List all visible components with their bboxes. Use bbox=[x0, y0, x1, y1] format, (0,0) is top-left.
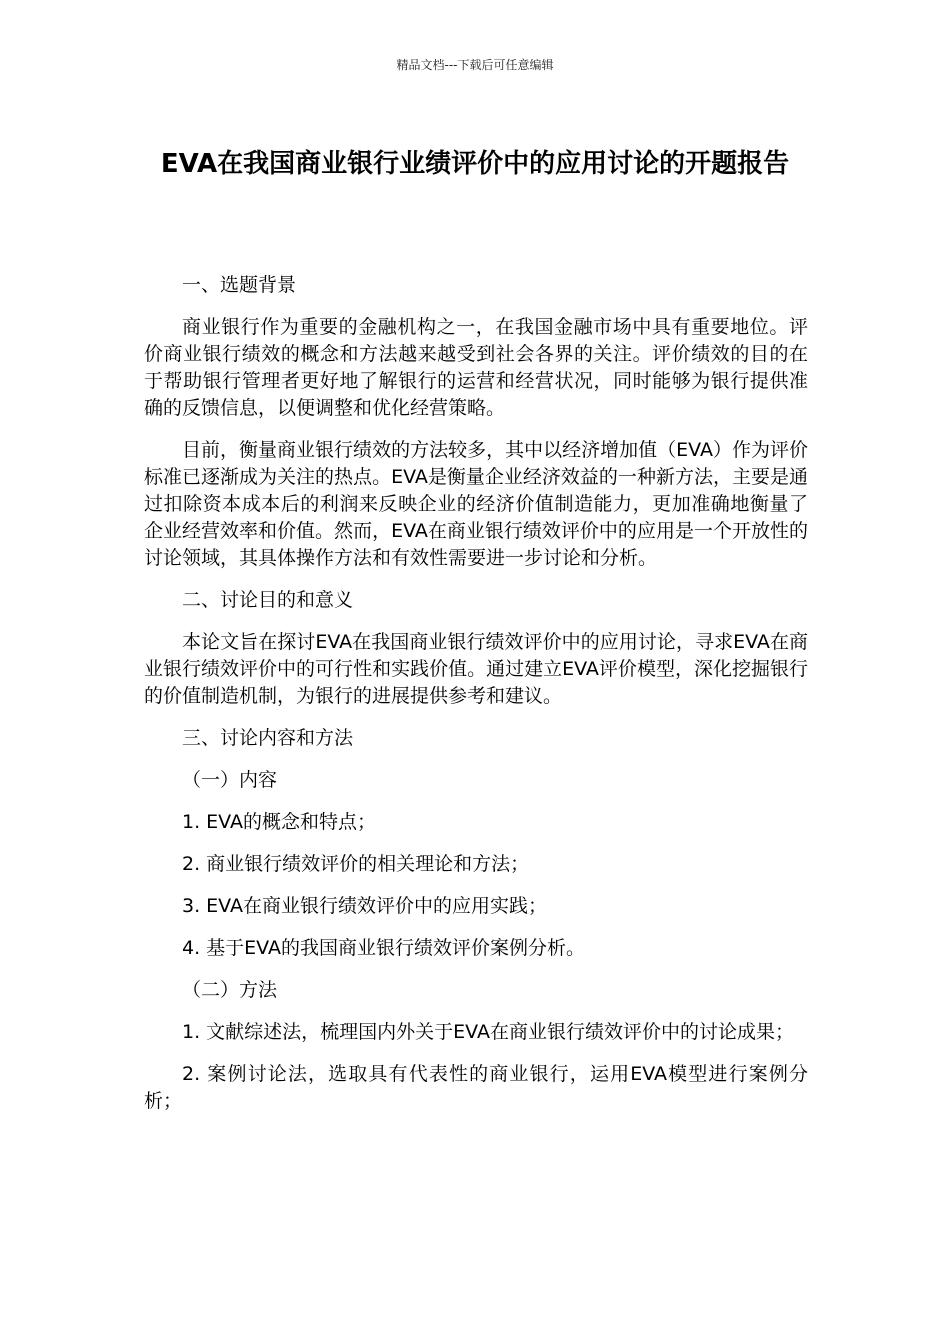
section-heading-content-method: 三、讨论内容和方法 bbox=[182, 727, 354, 749]
section-heading-purpose: 二、讨论目的和意义 bbox=[182, 589, 354, 611]
paragraph: 商业银行作为重要的金融机构之一，在我国金融市场中具有重要地位。评价商业银行绩效的概念和方法越来越受到社会各界的关注。评价绩效的目的在于帮助银行管理者更好地了解银行的运营和经营状况，同时能够为银行提供准确的反馈信息，以便调整和优化经营策略。 bbox=[144, 316, 808, 419]
list-item: 1. 文献综述法，梳理国内外关于EVA在商业银行绩效评价中的讨论成果； bbox=[182, 1021, 794, 1043]
document-title: EVA在我国商业银行业绩评价中的应用讨论的开题报告 bbox=[160, 149, 790, 179]
paragraph: 本论文旨在探讨EVA在我国商业银行绩效评价中的应用讨论，寻求EVA在商业银行绩效评价中的可行性和实践价值。通过建立EVA评价模型，深化挖掘银行的价值制造机制，为银行的进展提供参考和建议。 bbox=[144, 631, 808, 707]
list-item: 1. EVA的概念和特点； bbox=[182, 811, 376, 833]
header-note: 精品文档---下载后可任意编辑 bbox=[396, 58, 554, 72]
subsection-heading-method: （二）方法 bbox=[182, 979, 278, 1001]
section-heading-background: 一、选题背景 bbox=[182, 274, 297, 296]
document-body bbox=[144, 272, 808, 1130]
list-item: 2. 案例讨论法，选取具有代表性的商业银行，运用EVA模型进行案例分析； bbox=[144, 1063, 808, 1112]
list-item: 3. EVA在商业银行绩效评价中的应用实践； bbox=[182, 895, 547, 917]
list-item: 2. 商业银行绩效评价的相关理论和方法； bbox=[182, 853, 530, 875]
list-item: 4. 基于EVA的我国商业银行绩效评价案例分析。 bbox=[182, 937, 585, 959]
subsection-heading-content: （一）内容 bbox=[182, 769, 278, 791]
paragraph: 目前，衡量商业银行绩效的方法较多，其中以经济增加值（EVA）作为评价标准已逐渐成为关注的热点。EVA是衡量企业经济效益的一种新方法，主要是通过扣除资本成本后的利润来反映企业的经济价值制造能力，更加准确地衡量了企业经营效率和价值。然而，EVA在商业银行绩效评价中的应用是一个开放性的讨论领域，其具体操作方法和有效性需要进一步讨论和分析。 bbox=[144, 439, 808, 569]
